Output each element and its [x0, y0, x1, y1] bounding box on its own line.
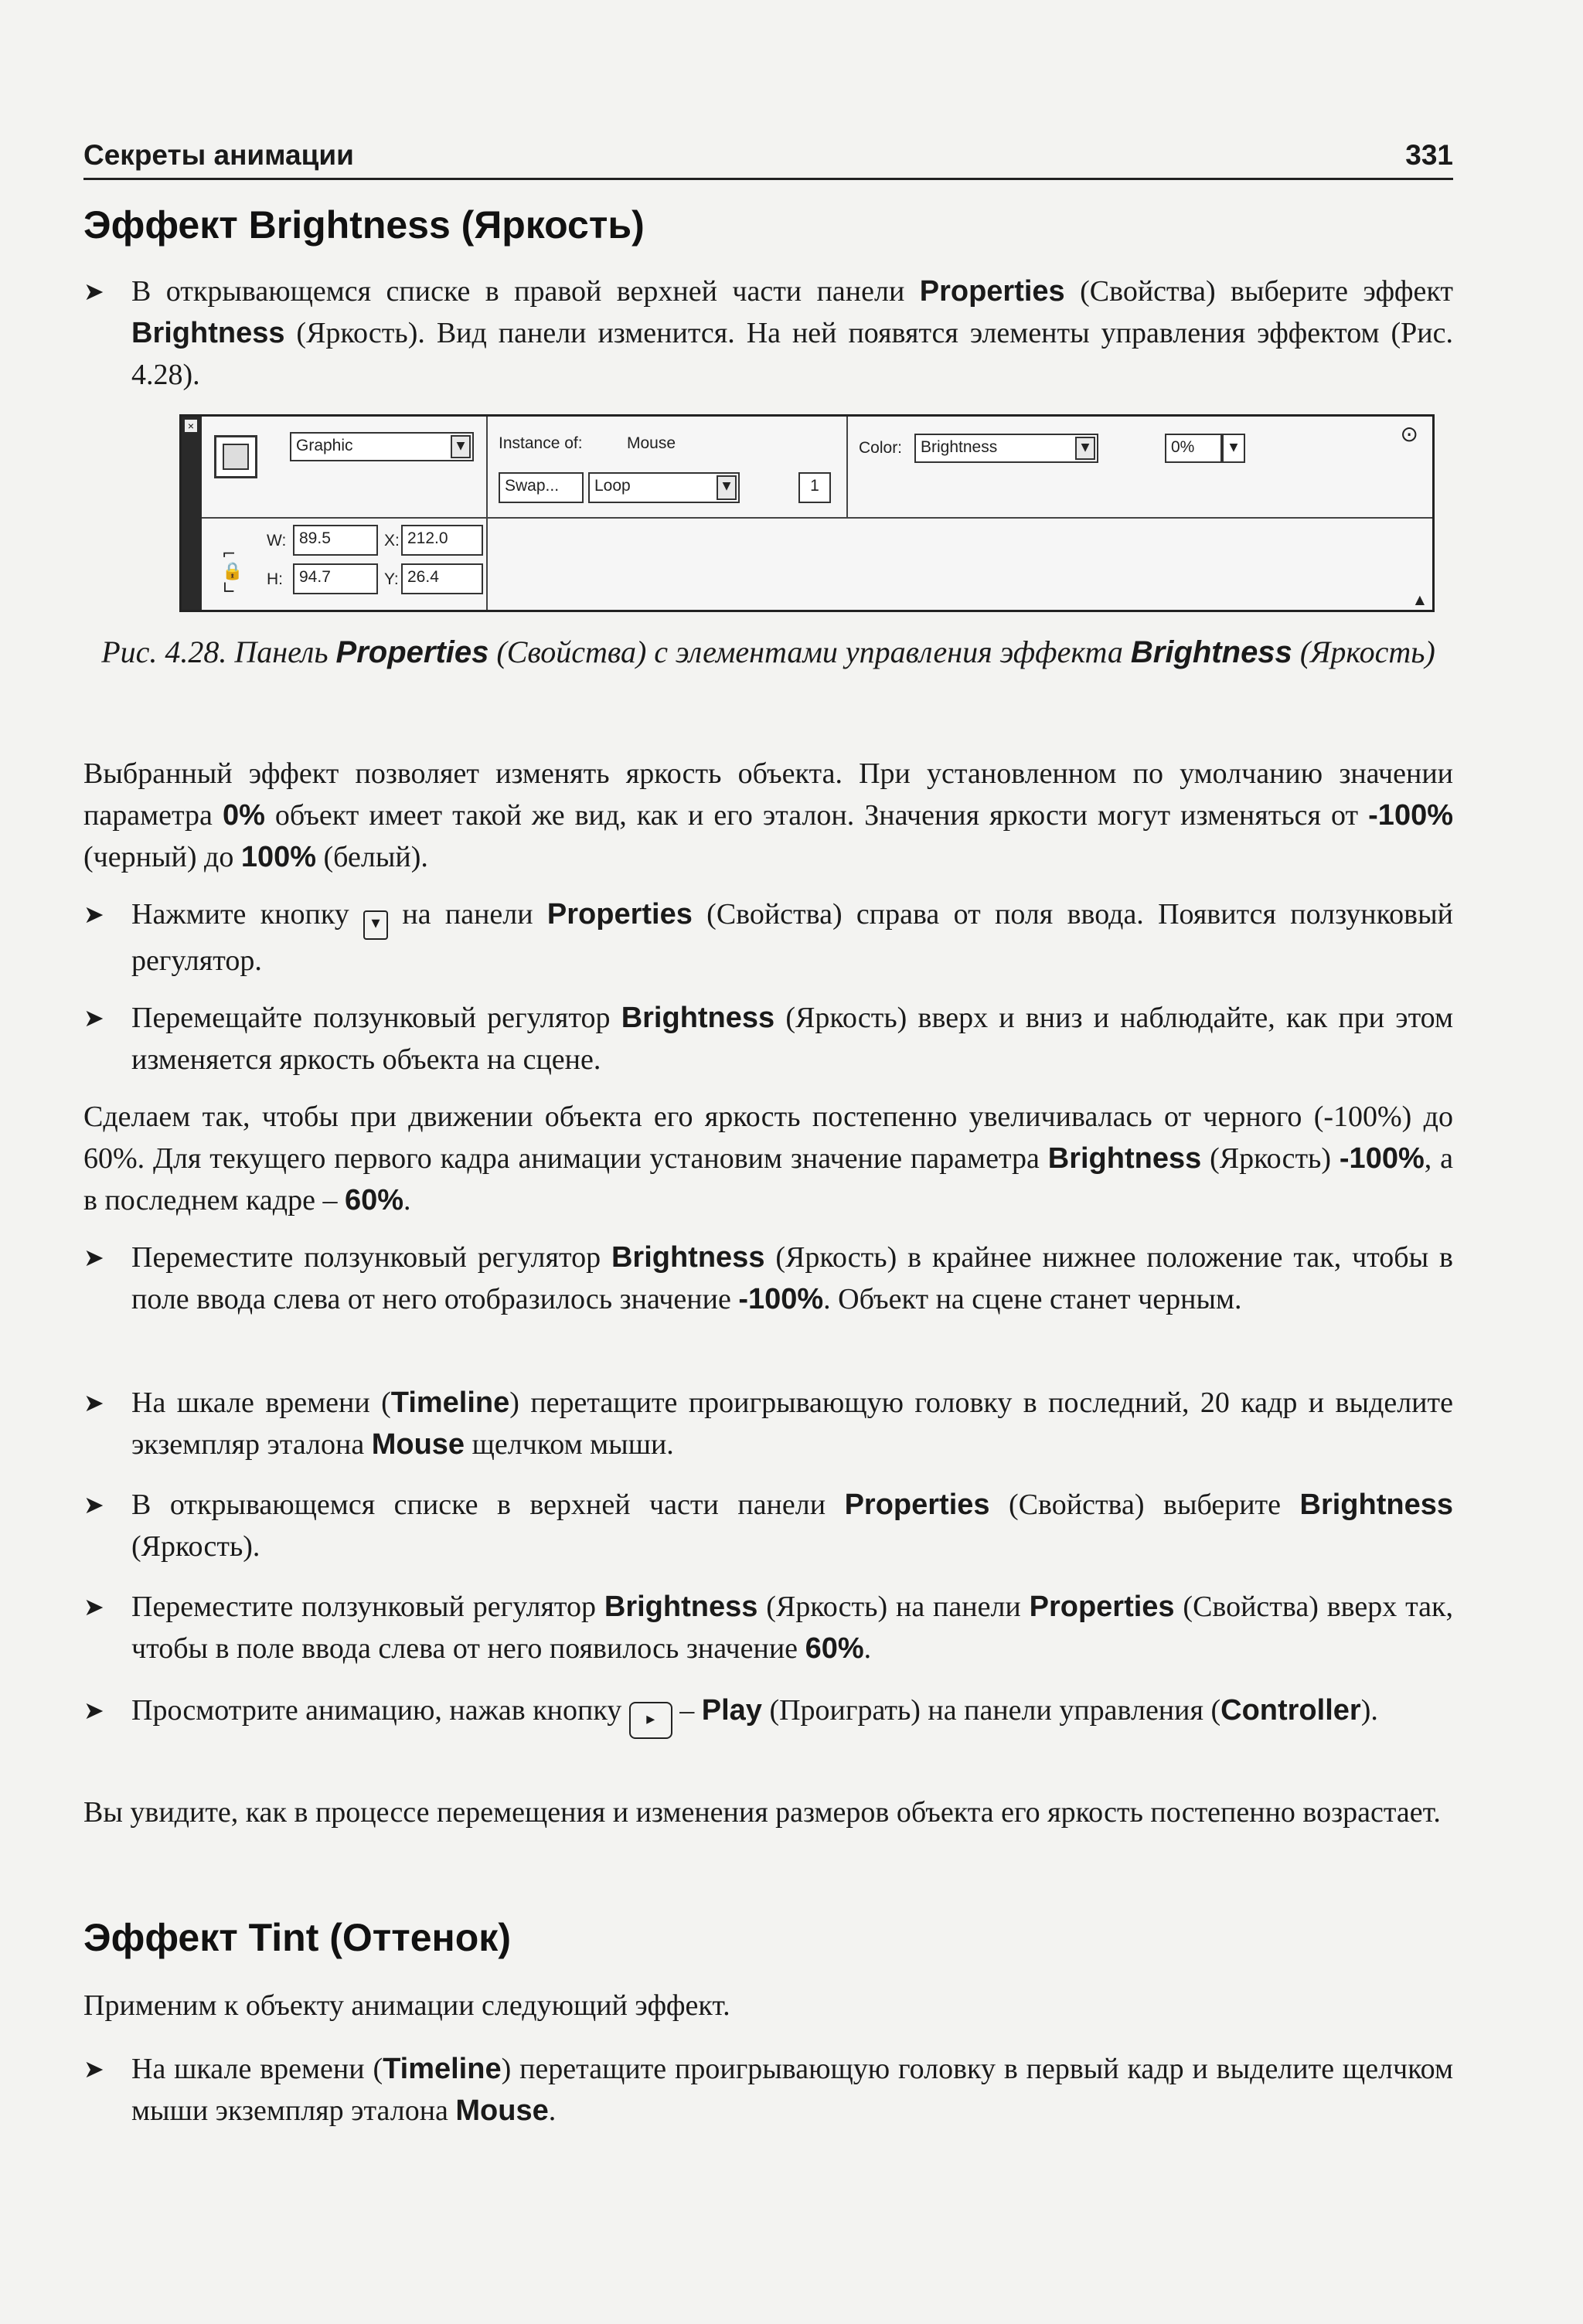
list-item: ➤ На шкале времени (Timeline) перетащите проигрывающую головку в последний, 20 кадр и выделите экземпляр эталона Mouse щелчком мыши.: [83, 1382, 1453, 1465]
brightness-value-field[interactable]: 0%: [1165, 434, 1222, 463]
instance-value: Mouse: [627, 434, 676, 452]
book-page: [83, 0, 1453, 2324]
loop-value: Loop: [594, 477, 631, 495]
color-effect-value: Brightness: [921, 438, 998, 456]
bullet-arrow-icon: ➤: [83, 900, 104, 929]
height-label: H:: [267, 570, 283, 588]
play-button-icon: ▸: [629, 1702, 672, 1739]
bullet-arrow-icon: ➤: [83, 1388, 104, 1417]
width-field[interactable]: 89.5: [293, 525, 378, 556]
width-label: W:: [267, 532, 287, 550]
symbol-icon: [214, 435, 257, 478]
behavior-value: Graphic: [296, 437, 353, 454]
behavior-select[interactable]: [290, 432, 474, 461]
dropdown-arrow-icon[interactable]: ▼: [717, 475, 737, 500]
bullet-arrow-icon: ➤: [83, 1490, 104, 1519]
color-label: Color:: [859, 439, 903, 457]
list-item: ➤ Переместите ползунковый регулятор Brightness (Яркость) в крайнее нижнее положение так, чтобы в поле ввода слева от него отобразилось значение -100%. Объект на сцене станет черным.: [83, 1237, 1453, 1320]
paragraph: Применим к объекту анимации следующий эффект.: [83, 1989, 730, 2022]
divider: [202, 517, 1432, 519]
brightness-slider-button[interactable]: [1222, 434, 1245, 463]
paragraph: Выбранный эффект позволяет изменять яркость объекта. При установленном по умолчанию значении параметра 0% объект имеет такой же вид, как и его эталон. Значения яркости могут изменяться от -100% (черный) до 100% (белый).: [83, 757, 1453, 873]
properties-panel-figure: [179, 414, 1435, 612]
panel-title-strip: [182, 417, 202, 610]
paragraph: Вы увидите, как в процессе перемещения и изменения размеров объекта его яркость постепенно возрастает.: [83, 1796, 1441, 1829]
list-item: ➤ Переместите ползунковый регулятор Brightness (Яркость) на панели Properties (Свойства) вверх так, чтобы в поле ввода слева от него появилось значение 60%.: [83, 1586, 1453, 1669]
list-item: ➤ В открывающемся списке в верхней части панели Properties (Свойства) выберите Brightness (Яркость).: [83, 1484, 1453, 1567]
bullet-arrow-icon: ➤: [83, 1696, 104, 1725]
lock-icon[interactable]: ⌐ 🔒 ∟: [222, 545, 243, 598]
instance-of-label: Instance of:: [499, 434, 583, 452]
bullet-arrow-icon: ➤: [83, 1003, 104, 1033]
dropdown-arrow-icon[interactable]: ▼: [451, 435, 471, 458]
loop-select[interactable]: [588, 472, 740, 503]
bullet-arrow-icon: ➤: [83, 1592, 104, 1621]
bullet-arrow-icon: ➤: [83, 277, 104, 306]
paragraph: Сделаем так, чтобы при движении объекта его яркость постепенно увеличивалась от черного (-100%) до 60%. Для текущего первого кадра анимации установим значение параметра Brightness (Яркость) -100%, а в последнем кадре – 60%.: [83, 1101, 1453, 1216]
help-icon[interactable]: ⊙: [1400, 421, 1418, 447]
list-item: ➤ Просмотрите анимацию, нажав кнопку ▸ – Play (Проиграть) на панели управления (Controller).: [83, 1689, 1453, 1739]
close-icon[interactable]: ×: [185, 420, 197, 432]
list-item: ➤ На шкале времени (Timeline) перетащите проигрывающую головку в первый кадр и выделите щелчком мыши экземпляр эталона Mouse.: [83, 2048, 1453, 2132]
slider-dropdown-button-icon: ▾: [363, 910, 388, 940]
page-number: 331: [1405, 139, 1453, 171]
divider: [846, 417, 848, 517]
divider: [486, 417, 488, 517]
section-heading-tint: Эффект Tint (Оттенок): [83, 1916, 511, 1959]
dropdown-arrow-icon: ▼: [1229, 441, 1238, 454]
list-item: ➤ Перемещайте ползунковый регулятор Brightness (Яркость) вверх и вниз и наблюдайте, как при этом изменяется яркость объекта на сцене.: [83, 997, 1453, 1080]
list-item: ➤ В открывающемся списке в правой верхней части панели Properties (Свойства) выберите эффект Brightness (Яркость). Вид панели изменится. На ней появятся элементы управления эффектом (Рис. 4.28).: [83, 271, 1453, 396]
x-field[interactable]: 212.0: [401, 525, 483, 556]
list-item: ➤ Нажмите кнопку ▾ на панели Properties (Свойства) справа от поля ввода. Появится ползунковый регулятор.: [83, 893, 1453, 982]
y-field[interactable]: 26.4: [401, 563, 483, 594]
y-label: Y:: [384, 570, 399, 588]
x-label: X:: [384, 532, 400, 550]
color-effect-select[interactable]: [914, 434, 1098, 463]
running-header: [83, 138, 1453, 180]
bullet-arrow-icon: ➤: [83, 1243, 104, 1272]
dropdown-arrow-icon[interactable]: ▼: [1075, 437, 1095, 460]
height-field[interactable]: 94.7: [293, 563, 378, 594]
figure-caption: Рис. 4.28. Панель Properties (Свойства) с элементами управления эффекта Brightness (Яркость): [101, 635, 1435, 669]
section-heading-brightness: Эффект Brightness (Яркость): [83, 203, 645, 247]
first-frame-field[interactable]: 1: [798, 472, 831, 503]
swap-button[interactable]: Swap...: [499, 472, 584, 503]
bullet-arrow-icon: ➤: [83, 2054, 104, 2084]
chapter-title: Секреты анимации: [83, 139, 354, 171]
divider: [486, 517, 488, 610]
resize-triangle-icon[interactable]: ▲: [1414, 592, 1425, 607]
intro-bullet: [83, 271, 1453, 396]
